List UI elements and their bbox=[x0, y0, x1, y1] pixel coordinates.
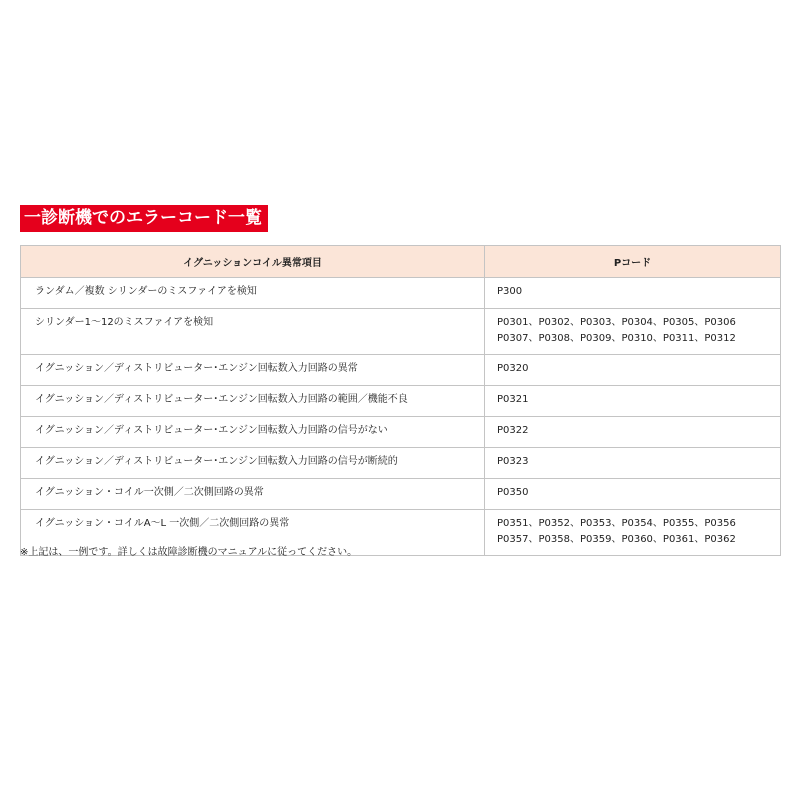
column-header-pcode: Pコード bbox=[485, 246, 781, 278]
footnote: ※上記は、一例です。詳しくは故障診断機のマニュアルに従ってください。 bbox=[20, 547, 358, 558]
table-row bbox=[21, 448, 781, 479]
code-cell bbox=[485, 309, 781, 355]
code-line: P0321 bbox=[497, 394, 529, 405]
table-row bbox=[21, 417, 781, 448]
error-code-table bbox=[20, 245, 781, 556]
table-row bbox=[21, 278, 781, 309]
code-line: P0323 bbox=[497, 456, 529, 467]
code-cell bbox=[485, 510, 781, 556]
code-cell bbox=[485, 355, 781, 386]
item-cell: イグニッション／ディストリビューター･エンジン回転数入力回路の信号が断続的 bbox=[21, 448, 485, 479]
table-row bbox=[21, 386, 781, 417]
table-row bbox=[21, 479, 781, 510]
page-heading: 一診断機でのエラーコード一覧 bbox=[20, 205, 268, 232]
item-cell: イグニッション／ディストリビューター･エンジン回転数入力回路の異常 bbox=[21, 355, 485, 386]
code-line: P0351、P0352、P0353、P0354、P0355、P0356 bbox=[497, 518, 736, 529]
code-cell bbox=[485, 417, 781, 448]
code-line: P0357、P0358、P0359、P0360、P0361、P0362 bbox=[497, 534, 736, 545]
code-line: P0322 bbox=[497, 425, 529, 436]
table-row bbox=[21, 355, 781, 386]
code-cell bbox=[485, 448, 781, 479]
item-cell: イグニッション／ディストリビューター･エンジン回転数入力回路の範囲／機能不良 bbox=[21, 386, 485, 417]
code-cell bbox=[485, 386, 781, 417]
code-line: P300 bbox=[497, 286, 523, 297]
code-line: P0320 bbox=[497, 363, 529, 374]
code-line: P0301、P0302、P0303、P0304、P0305、P0306 bbox=[497, 317, 736, 328]
item-cell: イグニッション・コイル一次側／二次側回路の異常 bbox=[21, 479, 485, 510]
column-header-item: イグニッションコイル異常項目 bbox=[21, 246, 485, 278]
code-cell bbox=[485, 278, 781, 309]
item-cell: イグニッション／ディストリビューター･エンジン回転数入力回路の信号がない bbox=[21, 417, 485, 448]
item-cell: シリンダー1～12のミスファイアを検知 bbox=[21, 309, 485, 355]
item-cell: ランダム／複数 シリンダーのミスファイアを検知 bbox=[21, 278, 485, 309]
table-row bbox=[21, 309, 781, 355]
code-cell bbox=[485, 479, 781, 510]
item-cell: イグニッション・コイルA～L 一次側／二次側回路の異常 bbox=[21, 510, 485, 556]
table-header-row bbox=[21, 246, 781, 278]
code-line: P0307、P0308、P0309、P0310、P0311、P0312 bbox=[497, 333, 736, 344]
code-line: P0350 bbox=[497, 487, 529, 498]
